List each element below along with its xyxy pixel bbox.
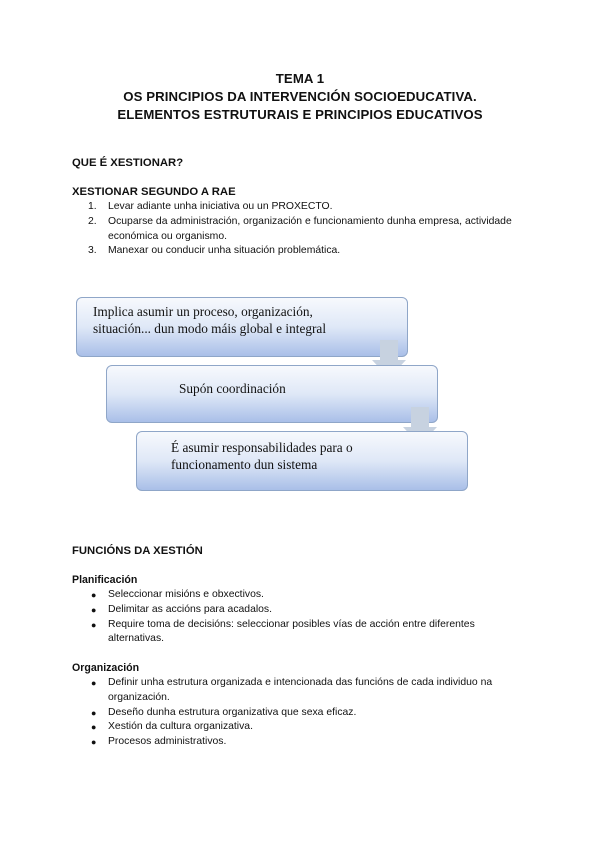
list-item-text: Levar adiante unha iniciativa ou un PROXECTO.: [108, 201, 333, 212]
diagram-box-3: [136, 431, 468, 491]
list-item: [72, 618, 528, 648]
question-heading: QUE É XESTIONAR?: [72, 157, 184, 169]
list-item: [72, 676, 528, 706]
list-item-text: Manexar ou conducir unha situación problemática.: [108, 245, 341, 257]
diagram-box-3-line-1: É asumir responsabilidades para o: [171, 440, 353, 455]
diagram-box-3-line-2: funcionamento dun sistema: [171, 457, 318, 472]
list-item-text: Require toma de decisións: seleccionar posibles vías de acción entre diferentes alternativas.: [108, 618, 475, 645]
list-item: [72, 215, 512, 245]
list-item-text: Definir unha estrutura organizada e intencionada das funcións de cada individuo na organización.: [108, 677, 493, 703]
bullet-icon: ●: [91, 590, 97, 600]
list-item: [72, 603, 528, 618]
organizacion-list: [72, 676, 528, 750]
list-item-text: Delimitar as accións para acadalos.: [108, 603, 273, 615]
list-item-text: Xestión da cultura organizativa.: [108, 721, 253, 733]
planificacion-label: Planificación: [72, 574, 138, 586]
title-line-2: OS PRINCIPIOS DA INTERVENCIÓN SOCIOEDUCATIVA.: [123, 89, 477, 104]
list-item-text: Deseño dunha estrutura organizativa que sexa eficaz.: [108, 706, 357, 718]
list-item-text: Procesos administrativos.: [108, 736, 227, 748]
bullet-icon: ●: [91, 678, 97, 688]
funcions-heading: FUNCIÓNS DA XESTIÓN: [72, 545, 203, 557]
bullet-icon: ●: [91, 707, 97, 718]
bullet-icon: ●: [91, 604, 97, 615]
title-line-1: TEMA 1: [275, 71, 325, 86]
list-number: 1.: [88, 201, 97, 212]
diagram-box-1-line-2: situación... dun modo máis global e integral: [93, 321, 327, 336]
list-item: [72, 720, 528, 735]
list-item: [72, 588, 528, 603]
list-number: 2.: [88, 215, 97, 227]
title-block: [0, 70, 600, 124]
list-item: [72, 244, 512, 259]
rae-definition-list: [72, 200, 512, 259]
list-number: 3.: [88, 245, 97, 257]
list-item-text: Ocuparse da administración, organización e funcionamiento dunha empresa, actividade económica ou organismo.: [108, 215, 512, 242]
bullet-icon: ●: [91, 737, 97, 748]
diagram-box-2-text: Supón coordinación: [179, 381, 286, 396]
diagram-box-1-line-1: Implica asumir un proceso, organización,: [93, 304, 313, 319]
rae-heading: XESTIONAR SEGUNDO A RAE: [72, 186, 236, 198]
list-item-text: Seleccionar misións e obxectivos.: [108, 589, 264, 600]
diagram-box-2: [106, 365, 438, 423]
list-item: [72, 735, 528, 750]
diagram-box-1: [76, 297, 408, 357]
list-item: [72, 200, 512, 215]
organizacion-label: Organización: [72, 662, 140, 674]
planificacion-list: [72, 588, 528, 647]
bullet-icon: ●: [91, 619, 97, 630]
bullet-icon: ●: [91, 722, 97, 733]
title-line-3: ELEMENTOS ESTRUTURAIS E PRINCIPIOS EDUCATIVOS: [117, 107, 483, 122]
list-item: [72, 706, 528, 721]
